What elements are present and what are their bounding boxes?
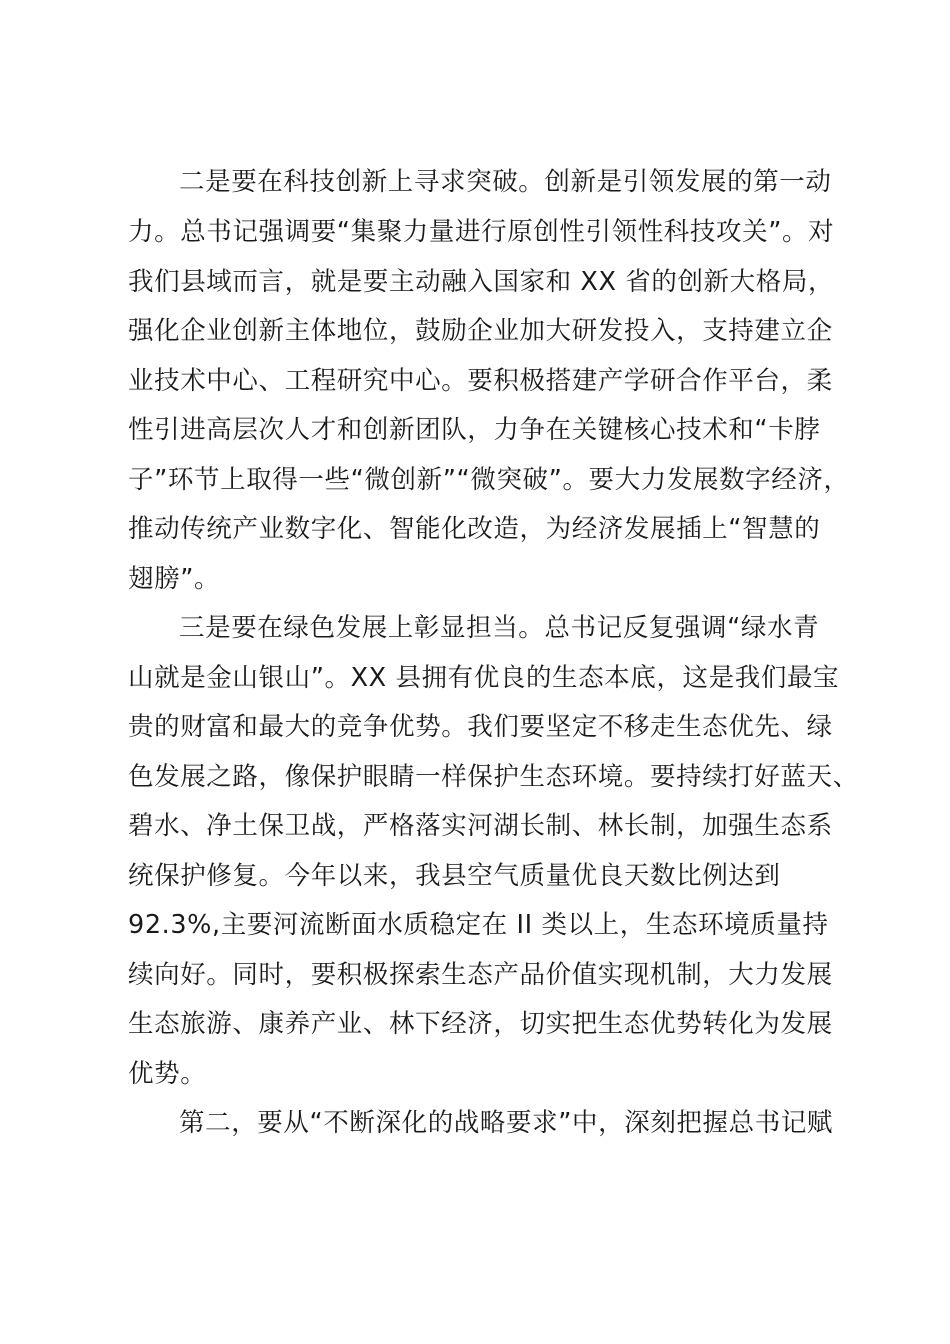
paragraph-line: 强化企业创新主体地位，鼓励企业加大研发投入，支持建立企 bbox=[128, 316, 833, 346]
paragraph-line: 三是要在绿色发展上彰显担当。总书记反复强调“绿水青 bbox=[179, 613, 820, 643]
paragraph-line: 色发展之路，像保护眼睛一样保护生态环境。要持续打好蓝天、 bbox=[128, 762, 859, 792]
paragraph-line: 业技术中心、工程研究中心。要积极搭建产学研合作平台，柔 bbox=[128, 366, 833, 396]
paragraph-line: 续向好。同时，要积极探索生态产品价值实现机制，大力发展 bbox=[128, 960, 833, 990]
paragraph-line: 子”环节上取得一些“微创新”“微突破”。要大力发展数字经济， bbox=[128, 465, 850, 495]
paragraph-line: 碧水、净土保卫战，严格落实河湖长制、林长制，加强生态系 bbox=[128, 811, 833, 841]
paragraph-line: 性引进高层次人才和创新团队，力争在关键核心技术和“卡脖 bbox=[128, 415, 821, 445]
paragraph-line: 力。总书记强调要“集聚力量进行原创性引领性科技攻关”。对 bbox=[128, 217, 835, 247]
paragraph-line: 二是要在科技创新上寻求突破。创新是引领发展的第一动 bbox=[179, 167, 832, 197]
paragraph-line: 我们县域而言，就是要主动融入国家和 XX 省的创新大格局， bbox=[128, 267, 835, 297]
paragraph-line: 贵的财富和最大的竞争优势。我们要坚定不移走生态优先、绿 bbox=[128, 712, 833, 742]
paragraph-line: 统保护修复。今年以来，我县空气质量优良天数比例达到 bbox=[128, 861, 781, 891]
paragraph-line: 92.3%,主要河流断面水质稳定在 II 类以上，生态环境质量持 bbox=[128, 910, 829, 940]
paragraph-line: 推动传统产业数字化、智能化改造，为经济发展插上“智慧的 bbox=[128, 514, 821, 544]
paragraph-line: 第二，要从“不断深化的战略要求”中，深刻把握总书记赋 bbox=[179, 1108, 834, 1138]
paragraph-line: 山就是金山银山”。XX 县拥有优良的生态本底，这是我们最宝 bbox=[128, 663, 840, 693]
paragraph-line: 翅膀”。 bbox=[128, 564, 221, 594]
paragraph-line: 生态旅游、康养产业、林下经济，切实把生态优势转化为发展 bbox=[128, 1009, 833, 1039]
paragraph-line: 优势。 bbox=[128, 1059, 207, 1089]
